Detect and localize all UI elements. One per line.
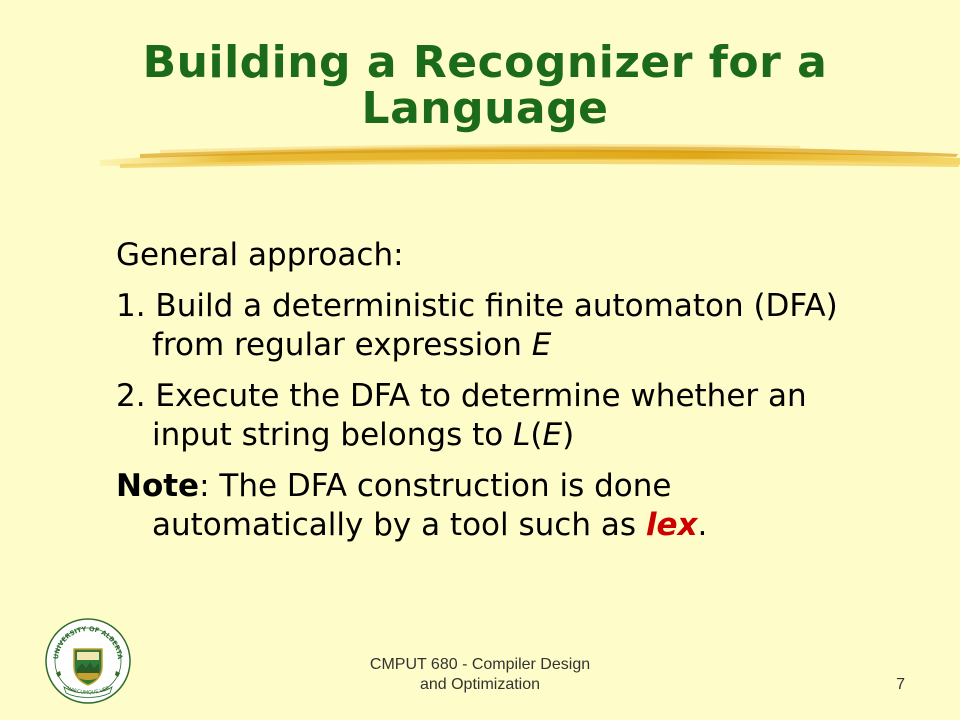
brush-stroke-divider xyxy=(100,138,960,178)
slide-body xyxy=(116,236,856,557)
step-1-text: 1. Build a deterministic finite automaton (DFA) from regular expression xyxy=(116,288,838,363)
slide-title xyxy=(60,37,910,134)
step-1 xyxy=(116,287,856,365)
intro-text: General approach: xyxy=(116,237,404,273)
step-2 xyxy=(116,377,856,455)
step-1-variable: E xyxy=(531,327,552,363)
note xyxy=(116,467,856,545)
step-2-language: L xyxy=(513,417,531,453)
intro-line xyxy=(116,236,856,275)
page-number: 7 xyxy=(896,676,905,693)
footer xyxy=(330,655,630,695)
footer-course-line-1: CMPUT 680 - Compiler Design xyxy=(369,656,591,673)
step-2-open-paren: ( xyxy=(530,417,543,453)
logo-text-top: UNIVERSITY OF ALBERTA xyxy=(51,624,125,660)
note-end: . xyxy=(697,507,708,543)
title-line-1: Building a Recognizer for a xyxy=(142,37,828,88)
note-label: Note xyxy=(116,468,200,504)
note-tool: lex xyxy=(645,507,698,543)
step-2-close-paren: ) xyxy=(562,417,575,453)
logo-text-bottom: UAECUMQUE VER xyxy=(66,685,111,697)
university-crest-logo xyxy=(44,617,132,705)
step-2-variable: E xyxy=(542,417,563,453)
footer-course-line-2: and Optimization xyxy=(419,676,541,693)
step-2-text: 2. Execute the DFA to determine whether an input string belongs to xyxy=(116,378,807,453)
note-text: : The DFA construction is done automatically by a tool such as xyxy=(152,468,672,543)
title-line-2: Language xyxy=(361,83,609,134)
